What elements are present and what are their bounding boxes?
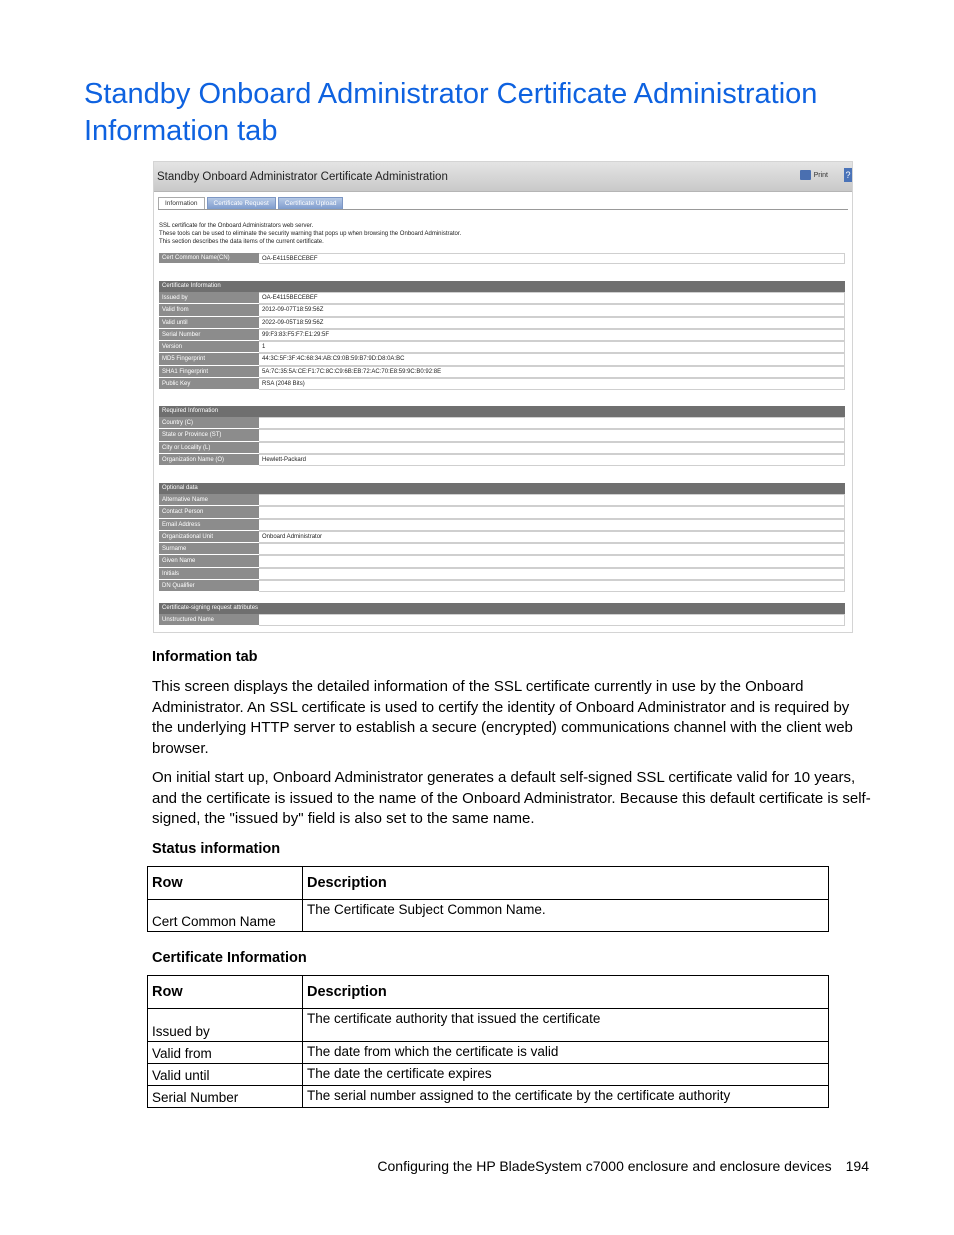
certificate-information-heading: Certificate Information xyxy=(152,950,307,966)
print-icon xyxy=(800,170,811,180)
paragraph-1: This screen displays the detailed information of the SSL certificate currently in use by the Onboard Administrator. An SSL certificate is used to certify the identity of Onboard Administrator and is required by the underlying HTTP server to establish a secure (encrypted) communications channel with the client web browser. xyxy=(152,678,853,757)
certificate-table xyxy=(147,975,829,1108)
field-value: 2012-09-07T18:59:56Z xyxy=(259,304,845,316)
field-row xyxy=(159,304,845,316)
paragraph-2: On initial start up, Onboard Administrator generates a default self-signed SSL certificate valid for 10 years, and the certificate is issued to the name of the Onboard Administrator. Because this default certificate is self-signed, the "issued by" field is also set to the same name. xyxy=(152,769,871,827)
tab-certificate-request[interactable]: Certificate Request xyxy=(207,197,276,210)
tab-information[interactable]: Information xyxy=(158,197,205,210)
field-label: SHA1 Fingerprint xyxy=(159,366,259,378)
field-row xyxy=(159,614,845,626)
field-value xyxy=(259,429,845,441)
field-value xyxy=(259,580,845,592)
field-label: Serial Number xyxy=(159,329,259,341)
print-label: Print xyxy=(813,171,828,179)
field-value: RSA (2048 Bits) xyxy=(259,378,845,390)
field-row xyxy=(159,568,845,580)
cn-value: OA-E4115BECEBEF xyxy=(259,253,845,264)
column-header-description: Description xyxy=(303,976,829,1009)
table-header-row xyxy=(148,867,829,900)
field-label: Public Key xyxy=(159,378,259,390)
field-row xyxy=(159,454,845,466)
group-header: Certificate Information xyxy=(159,281,845,292)
footer-text: Configuring the HP BladeSystem c7000 enclosure and enclosure devices xyxy=(377,1158,832,1174)
field-label: Surname xyxy=(159,543,259,555)
field-row xyxy=(159,417,845,429)
field-value: 99:F3:83:F5:F7:E1:29:5F xyxy=(259,329,845,341)
row-description: The serial number assigned to the certificate by the certificate authority xyxy=(303,1086,829,1108)
field-row xyxy=(159,366,845,378)
column-header-row: Row xyxy=(148,976,303,1009)
group-header: Certificate-signing request attributes xyxy=(159,603,845,614)
field-value: OA-E4115BECEBEF xyxy=(259,292,845,304)
print-button[interactable] xyxy=(800,170,828,180)
table-row xyxy=(148,1086,829,1108)
table-row xyxy=(148,1064,829,1086)
field-row xyxy=(159,531,845,543)
field-value: Hewlett-Packard xyxy=(259,454,845,466)
field-label: Contact Person xyxy=(159,506,259,518)
page-number: 194 xyxy=(845,1158,869,1174)
column-header-row: Row xyxy=(148,867,303,900)
field-value: 5A:7C:35:5A:CE:F1:7C:8C:C9:6B:EB:72:AC:70:E8:59:9C:B0:92:8E xyxy=(259,366,845,378)
row-name: Valid until xyxy=(148,1064,303,1086)
status-information-heading: Status information xyxy=(152,841,281,857)
screenshot-title: Standby Onboard Administrator Certificate Administration xyxy=(157,170,448,183)
field-label: MD5 Fingerprint xyxy=(159,353,259,365)
cn-label: Cert Common Name(CN) xyxy=(159,253,259,264)
field-value xyxy=(259,543,845,555)
field-value: 2022-09-05T18:59:56Z xyxy=(259,317,845,329)
field-value xyxy=(259,519,845,531)
group-header: Required Information xyxy=(159,406,845,417)
field-label: Given Name xyxy=(159,555,259,567)
oa-screenshot xyxy=(153,161,853,633)
field-value xyxy=(259,494,845,506)
field-value xyxy=(259,614,845,626)
row-name: Issued by xyxy=(148,1009,303,1042)
row-description: The certificate authority that issued the certificate xyxy=(303,1009,829,1042)
column-header-description: Description xyxy=(303,867,829,900)
field-value xyxy=(259,442,845,454)
field-row xyxy=(159,292,845,304)
field-label: Initials xyxy=(159,568,259,580)
table-row xyxy=(148,1009,829,1042)
field-value: 44:3C:5F:3F:4C:68:34:AB:C9:0B:59:B7:9D:D8:0A:BC xyxy=(259,353,845,365)
row-name: Serial Number xyxy=(148,1086,303,1108)
information-tab-heading: Information tab xyxy=(152,649,258,665)
tab-divider xyxy=(158,209,848,210)
field-label: Organization Name (O) xyxy=(159,454,259,466)
page-heading: Standby Onboard Administrator Certificate Administration Information tab xyxy=(84,78,818,147)
cn-row xyxy=(159,253,845,264)
field-value xyxy=(259,417,845,429)
row-name: Cert Common Name xyxy=(148,900,303,932)
screenshot-title-bar xyxy=(154,162,852,192)
field-label: Unstructured Name xyxy=(159,614,259,626)
field-label: Organizational Unit xyxy=(159,531,259,543)
field-row xyxy=(159,506,845,518)
row-description: The date the certificate expires xyxy=(303,1064,829,1086)
field-row xyxy=(159,494,845,506)
field-row xyxy=(159,429,845,441)
intro-text xyxy=(159,222,461,246)
field-row xyxy=(159,580,845,592)
table-row xyxy=(148,900,829,932)
intro-line: This section describes the data items of the current certificate. xyxy=(159,239,324,245)
field-value xyxy=(259,506,845,518)
field-label: Version xyxy=(159,341,259,353)
info-group xyxy=(159,406,845,466)
field-label: DN Qualifier xyxy=(159,580,259,592)
info-group xyxy=(159,281,845,390)
field-row xyxy=(159,378,845,390)
field-label: Country (C) xyxy=(159,417,259,429)
field-value xyxy=(259,568,845,580)
field-row xyxy=(159,329,845,341)
info-group xyxy=(159,603,845,626)
field-row xyxy=(159,341,845,353)
table-header-row xyxy=(148,976,829,1009)
info-group xyxy=(159,483,845,592)
table-row xyxy=(148,1042,829,1064)
row-name: Valid from xyxy=(148,1042,303,1064)
field-label: State or Province (ST) xyxy=(159,429,259,441)
field-row xyxy=(159,519,845,531)
field-label: Alternative Name xyxy=(159,494,259,506)
help-button[interactable]: ? xyxy=(845,170,851,180)
row-description: The Certificate Subject Common Name. xyxy=(303,900,829,932)
field-label: City or Locality (L) xyxy=(159,442,259,454)
field-row xyxy=(159,442,845,454)
field-row xyxy=(159,353,845,365)
row-description: The date from which the certificate is valid xyxy=(303,1042,829,1064)
field-value: 1 xyxy=(259,341,845,353)
tab-certificate-upload[interactable]: Certificate Upload xyxy=(278,197,344,210)
field-row xyxy=(159,543,845,555)
field-row xyxy=(159,317,845,329)
intro-line: These tools can be used to eliminate the security warning that pops up when browsing the Onboard Administrator. xyxy=(159,231,462,237)
field-label: Valid until xyxy=(159,317,259,329)
status-table xyxy=(147,866,829,932)
field-value: Onboard Administrator xyxy=(259,531,845,543)
field-label: Valid from xyxy=(159,304,259,316)
group-header: Optional data xyxy=(159,483,845,494)
field-row xyxy=(159,555,845,567)
intro-line: SSL certificate for the Onboard Administrators web server. xyxy=(159,223,314,229)
field-value xyxy=(259,555,845,567)
page-footer xyxy=(377,1158,869,1174)
field-label: Email Address xyxy=(159,519,259,531)
field-label: Issued by xyxy=(159,292,259,304)
